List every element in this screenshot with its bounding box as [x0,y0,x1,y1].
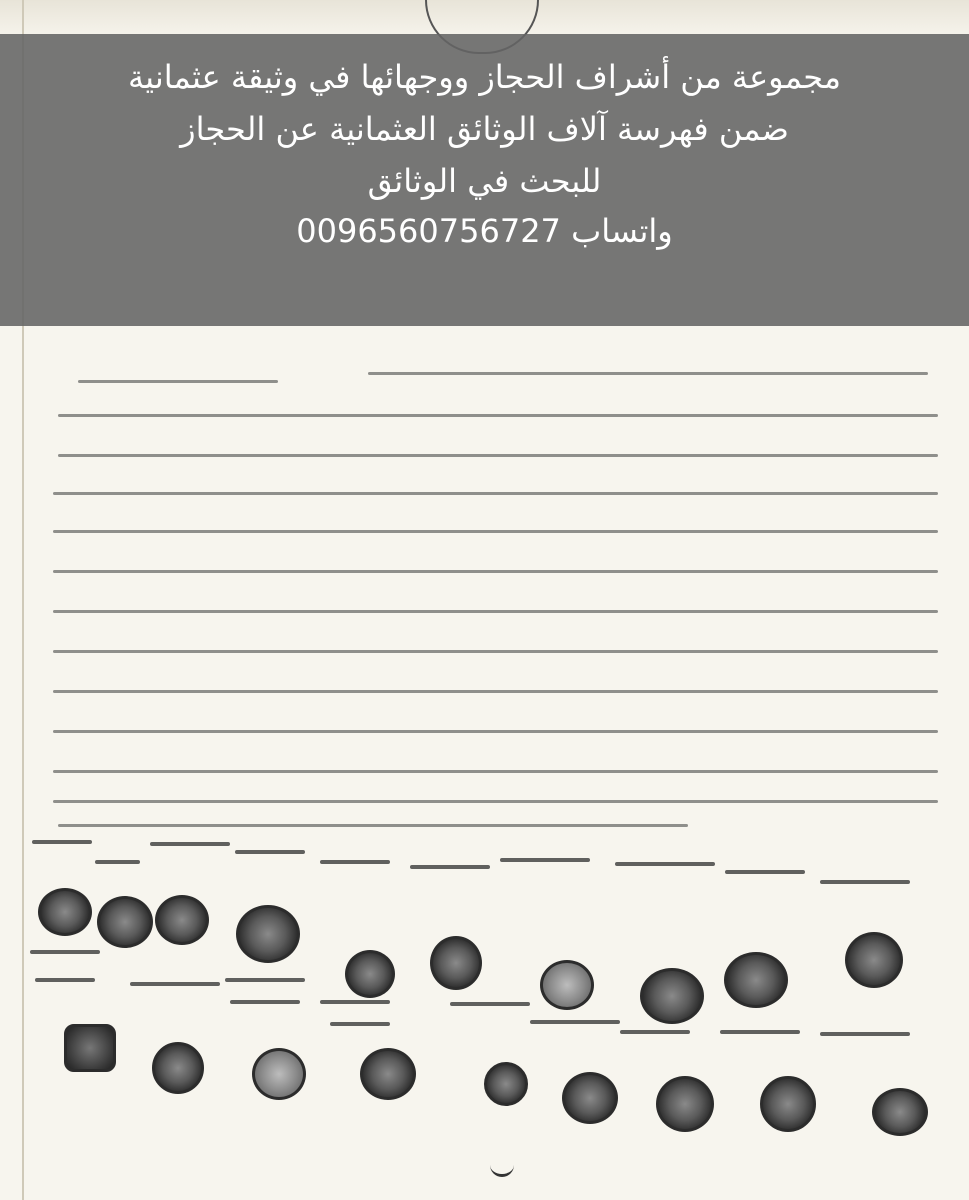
seal [640,968,704,1024]
seal [430,936,482,990]
seal [155,895,209,945]
seal [97,896,153,948]
seal [38,888,92,936]
seal [562,1072,618,1124]
caption-title: مجموعة من أشراف الحجاز ووجهائها في وثيقة عثمانية [128,58,841,96]
manuscript-text-body [38,352,938,852]
seal [845,932,903,988]
seal [656,1076,714,1132]
seal [540,960,594,1010]
seal [872,1088,928,1136]
seal [236,905,300,963]
caption-whatsapp-contact: واتساب 0096560756727 [296,212,673,250]
caption-research-note: للبحث في الوثائق [367,162,602,200]
seal [360,1048,416,1100]
seal [724,952,788,1008]
seal [345,950,395,998]
seal [760,1076,816,1132]
caption-subtitle: ضمن فهرسة آلاف الوثائق العثمانية عن الحجاز [180,110,789,148]
seal [64,1024,116,1072]
seal [252,1048,306,1100]
seal [152,1042,204,1094]
seal [484,1062,528,1106]
caption-overlay [0,34,969,326]
